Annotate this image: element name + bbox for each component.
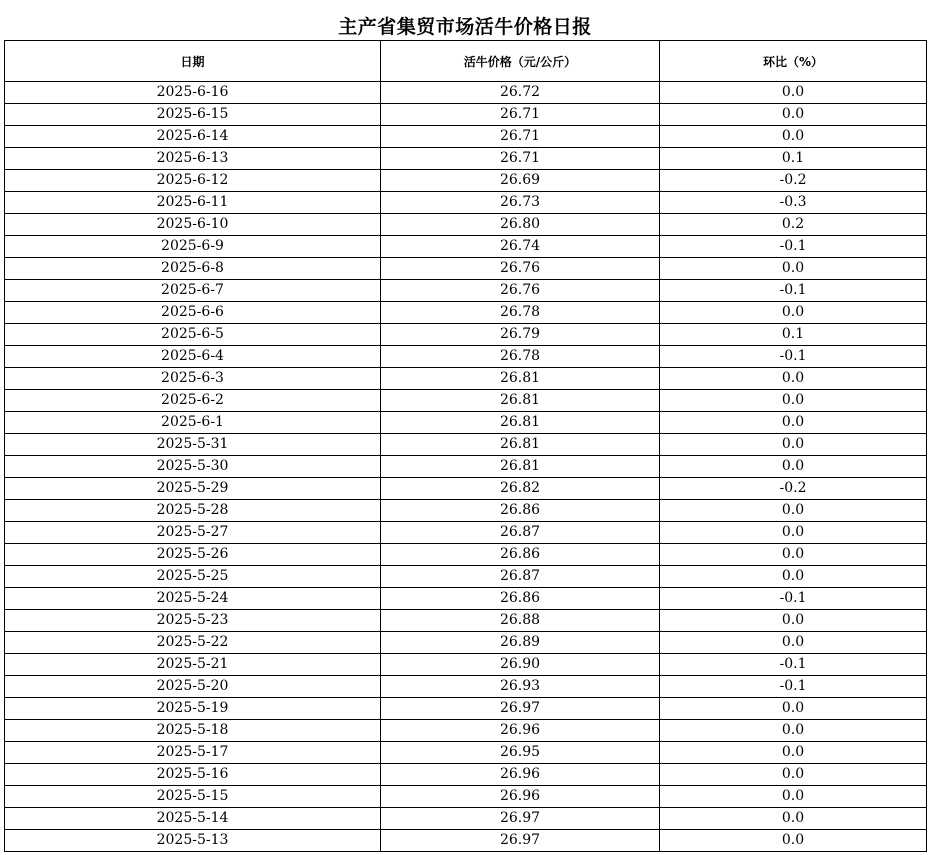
cell-price: 26.71 [381,104,660,126]
table-row [5,830,927,852]
table-row [5,412,927,434]
cell-date: 2025-5-26 [5,544,381,566]
cell-price: 26.86 [381,544,660,566]
cell-date: 2025-5-27 [5,522,381,544]
cell-date: 2025-5-14 [5,808,381,830]
table-row [5,522,927,544]
table-row [5,82,927,104]
cell-change: 0.0 [660,302,927,324]
cell-date: 2025-5-29 [5,478,381,500]
cell-price: 26.79 [381,324,660,346]
table-row [5,676,927,698]
cell-date: 2025-5-30 [5,456,381,478]
cell-price: 26.82 [381,478,660,500]
cell-change: -0.1 [660,346,927,368]
cell-price: 26.96 [381,720,660,742]
cell-date: 2025-5-18 [5,720,381,742]
cell-change: 0.0 [660,808,927,830]
page-title: 主产省集贸市场活牛价格日报 [338,16,592,38]
cell-price: 26.96 [381,786,660,808]
cell-date: 2025-6-14 [5,126,381,148]
table-row [5,302,927,324]
cell-change: 0.0 [660,720,927,742]
cell-price: 26.96 [381,764,660,786]
cell-change: 0.0 [660,456,927,478]
cell-date: 2025-5-19 [5,698,381,720]
cell-change: 0.0 [660,764,927,786]
cell-date: 2025-6-11 [5,192,381,214]
table-body [5,82,927,852]
cell-price: 26.87 [381,566,660,588]
cell-date: 2025-6-13 [5,148,381,170]
price-table [4,40,927,852]
table-row [5,654,927,676]
cell-change: 0.0 [660,786,927,808]
cell-change: -0.1 [660,676,927,698]
cell-change: -0.1 [660,588,927,610]
cell-price: 26.93 [381,676,660,698]
cell-change: 0.0 [660,126,927,148]
table-row [5,192,927,214]
cell-change: -0.2 [660,478,927,500]
cell-price: 26.86 [381,588,660,610]
table-row [5,588,927,610]
table-row [5,280,927,302]
cell-change: 0.0 [660,566,927,588]
table-row [5,368,927,390]
cell-change: 0.0 [660,500,927,522]
cell-date: 2025-5-20 [5,676,381,698]
table-row [5,214,927,236]
table-row [5,544,927,566]
cell-date: 2025-6-16 [5,82,381,104]
cell-price: 26.71 [381,148,660,170]
table-row [5,478,927,500]
table-row [5,390,927,412]
cell-date: 2025-5-22 [5,632,381,654]
cell-date: 2025-6-15 [5,104,381,126]
cell-price: 26.89 [381,632,660,654]
cell-change: 0.0 [660,544,927,566]
table-row [5,434,927,456]
table-row [5,764,927,786]
cell-change: 0.0 [660,632,927,654]
cell-change: 0.0 [660,82,927,104]
cell-date: 2025-5-17 [5,742,381,764]
cell-date: 2025-5-23 [5,610,381,632]
table-row [5,698,927,720]
cell-date: 2025-6-8 [5,258,381,280]
cell-date: 2025-6-12 [5,170,381,192]
cell-price: 26.97 [381,698,660,720]
cell-price: 26.76 [381,280,660,302]
cell-date: 2025-5-28 [5,500,381,522]
cell-price: 26.86 [381,500,660,522]
table-row [5,566,927,588]
cell-date: 2025-6-9 [5,236,381,258]
cell-price: 26.78 [381,346,660,368]
cell-price: 26.72 [381,82,660,104]
cell-price: 26.69 [381,170,660,192]
column-header-change: 环比（%） [660,41,927,82]
table-header-row [5,41,927,82]
cell-price: 26.81 [381,390,660,412]
table-row [5,126,927,148]
table-row [5,786,927,808]
cell-date: 2025-5-25 [5,566,381,588]
column-header-price: 活牛价格（元/公斤） [381,41,660,82]
cell-change: 0.0 [660,104,927,126]
cell-date: 2025-6-2 [5,390,381,412]
cell-change: 0.0 [660,390,927,412]
cell-date: 2025-5-24 [5,588,381,610]
cell-date: 2025-6-1 [5,412,381,434]
cell-date: 2025-6-4 [5,346,381,368]
cell-change: 0.0 [660,698,927,720]
table-row [5,500,927,522]
cell-change: 0.0 [660,522,927,544]
cell-date: 2025-5-31 [5,434,381,456]
cell-change: 0.0 [660,434,927,456]
cell-date: 2025-6-5 [5,324,381,346]
cell-change: 0.0 [660,830,927,852]
cell-price: 26.88 [381,610,660,632]
table-row [5,170,927,192]
cell-price: 26.74 [381,236,660,258]
table-row [5,346,927,368]
cell-change: -0.1 [660,654,927,676]
cell-price: 26.73 [381,192,660,214]
cell-date: 2025-5-15 [5,786,381,808]
cell-change: -0.2 [660,170,927,192]
cell-date: 2025-6-6 [5,302,381,324]
cell-price: 26.81 [381,368,660,390]
cell-date: 2025-5-21 [5,654,381,676]
cell-price: 26.78 [381,302,660,324]
cell-date: 2025-6-10 [5,214,381,236]
cell-change: -0.1 [660,236,927,258]
table-row [5,632,927,654]
cell-price: 26.97 [381,830,660,852]
cell-change: 0.0 [660,412,927,434]
cell-price: 26.90 [381,654,660,676]
table-row [5,808,927,830]
cell-price: 26.81 [381,412,660,434]
cell-date: 2025-6-3 [5,368,381,390]
cell-change: 0.1 [660,148,927,170]
cell-change: 0.2 [660,214,927,236]
cell-change: 0.0 [660,368,927,390]
cell-change: -0.3 [660,192,927,214]
cell-price: 26.81 [381,434,660,456]
cell-price: 26.81 [381,456,660,478]
table-row [5,324,927,346]
table-row [5,456,927,478]
cell-change: 0.0 [660,742,927,764]
cell-price: 26.76 [381,258,660,280]
cell-date: 2025-5-16 [5,764,381,786]
cell-date: 2025-6-7 [5,280,381,302]
cell-change: -0.1 [660,280,927,302]
table-row [5,258,927,280]
cell-price: 26.71 [381,126,660,148]
cell-price: 26.97 [381,808,660,830]
cell-price: 26.87 [381,522,660,544]
cell-price: 26.80 [381,214,660,236]
table-row [5,104,927,126]
table-row [5,720,927,742]
table-row [5,742,927,764]
cell-date: 2025-5-13 [5,830,381,852]
cell-price: 26.95 [381,742,660,764]
cell-change: 0.0 [660,610,927,632]
table-row [5,610,927,632]
table-row [5,148,927,170]
column-header-date: 日期 [5,41,381,82]
cell-change: 0.1 [660,324,927,346]
table-row [5,236,927,258]
cell-change: 0.0 [660,258,927,280]
